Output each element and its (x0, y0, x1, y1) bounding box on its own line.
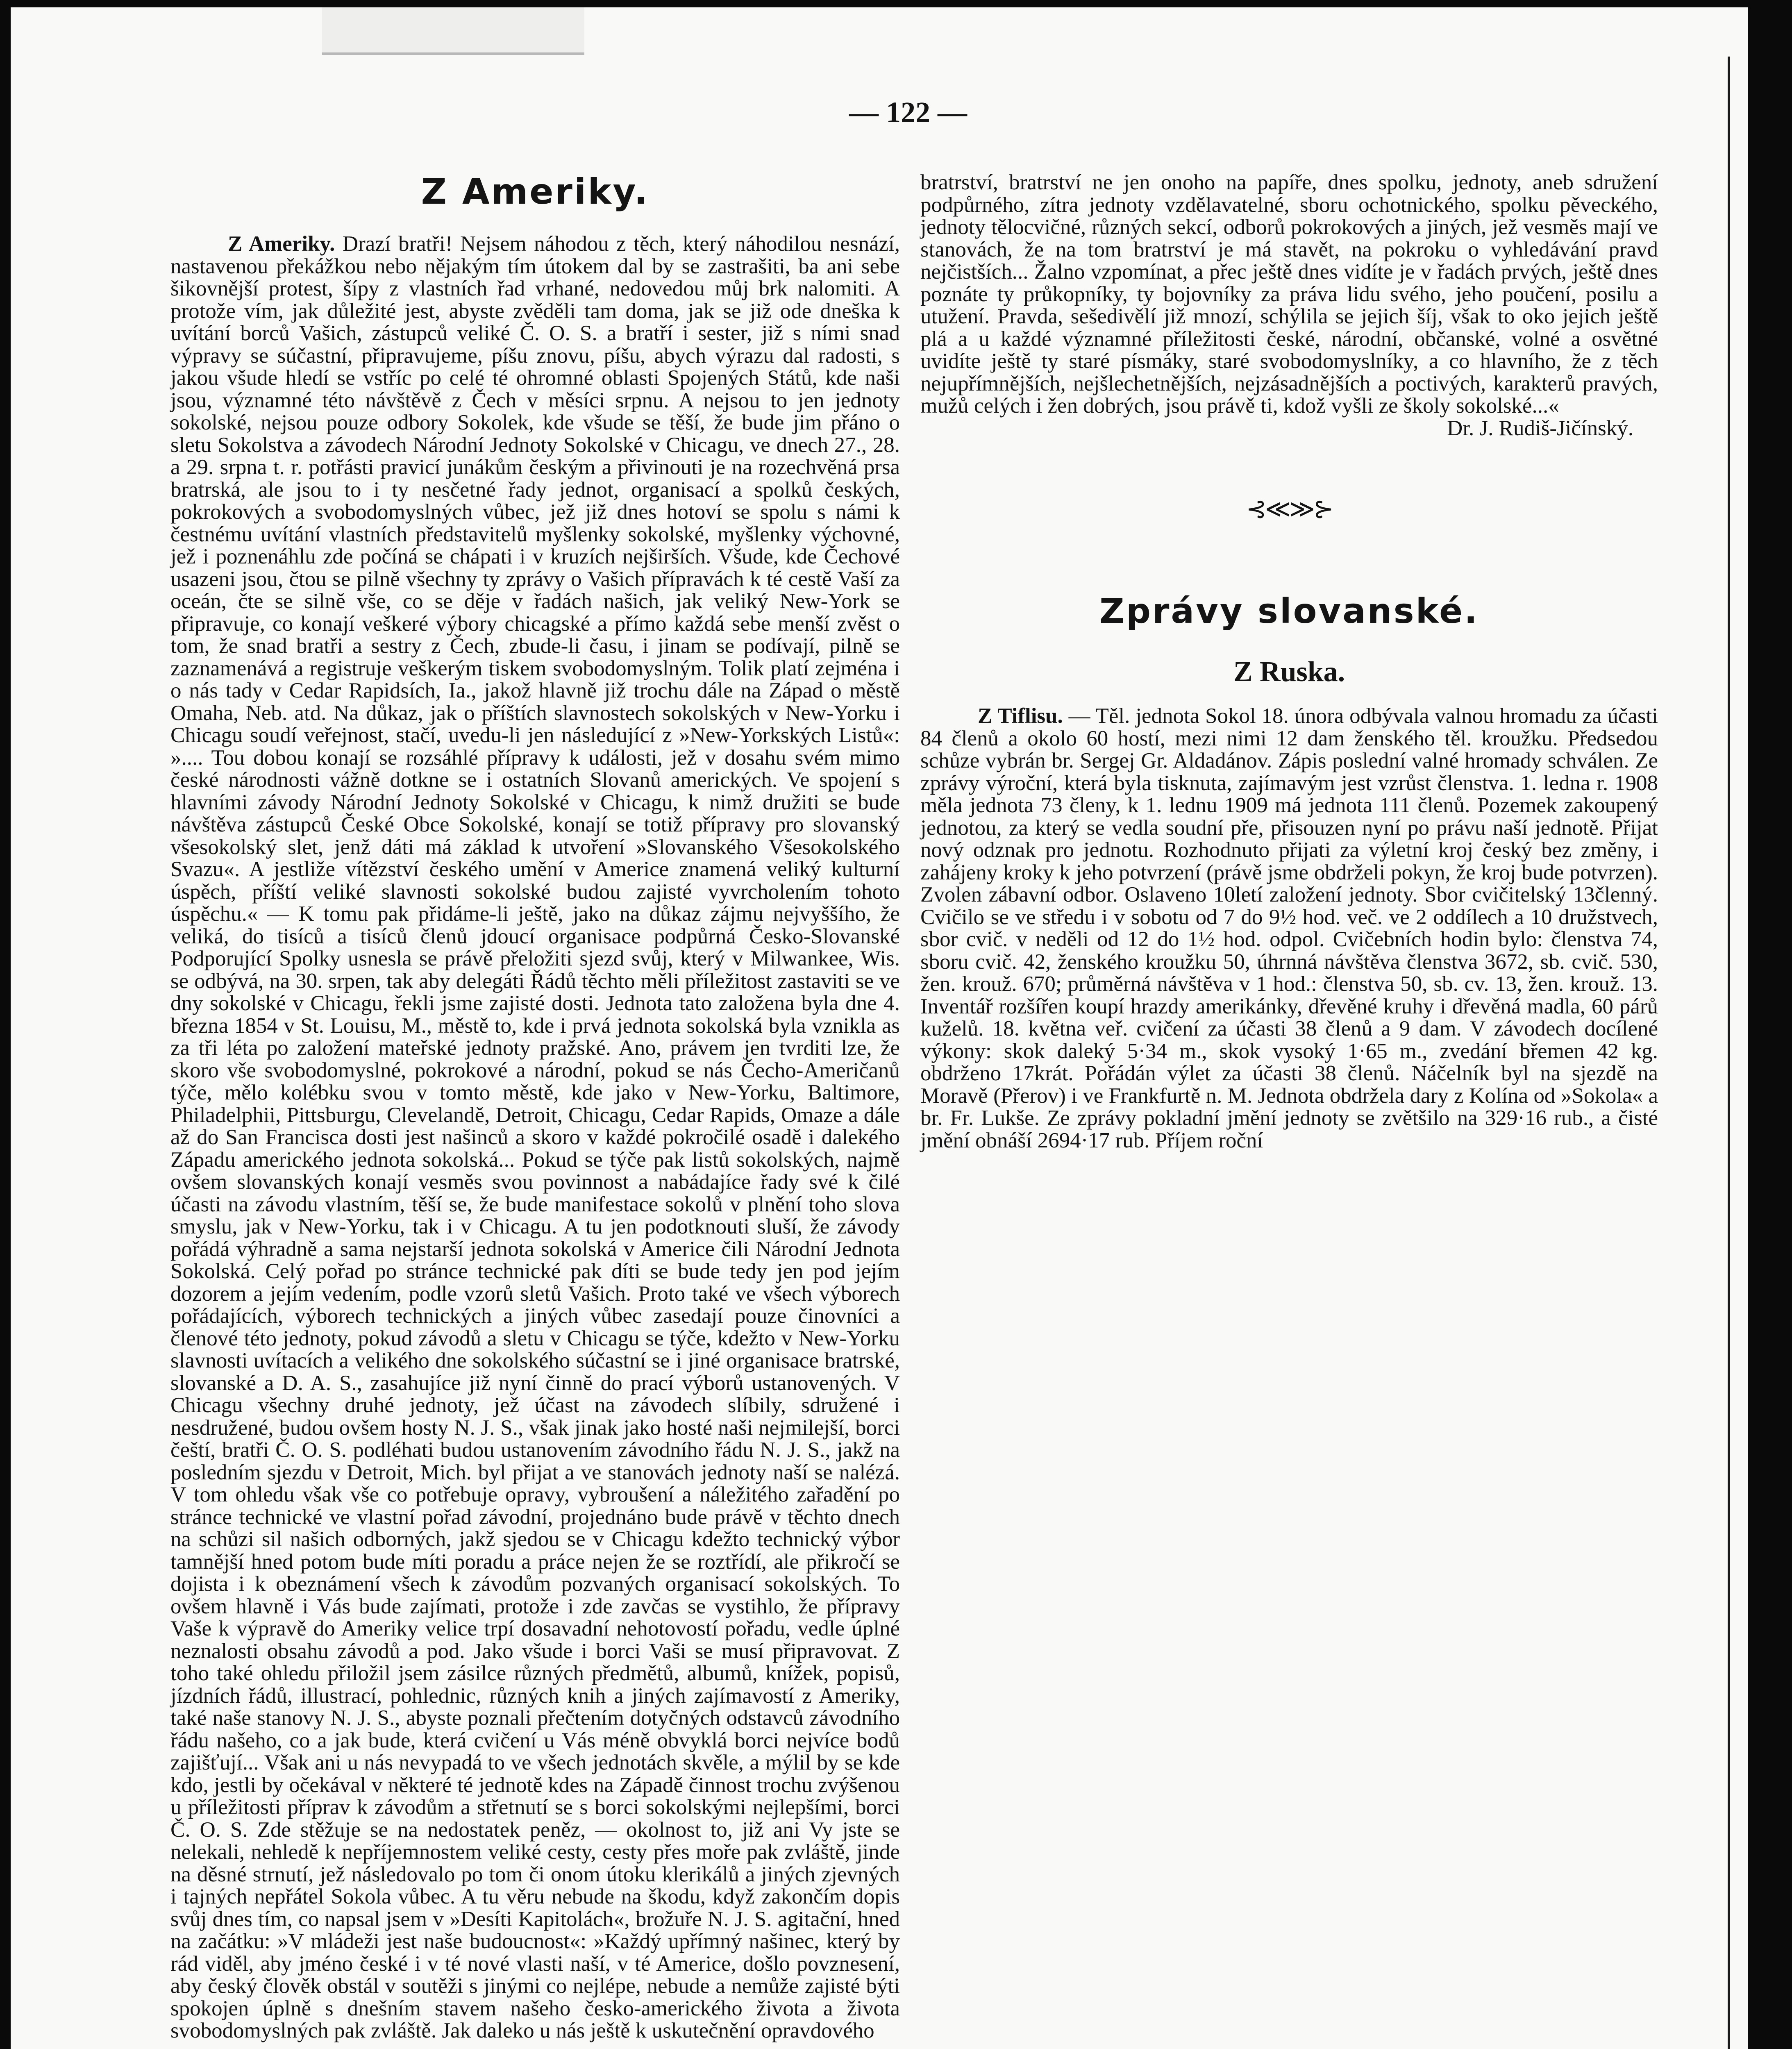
section-lead: Z Tiflisu. (978, 704, 1063, 728)
section-title: Zprávy slovanské. (1099, 591, 1479, 631)
section-ornament: ⊰≪≫⊱ (1246, 495, 1333, 523)
article-title: Z Ameriky. (421, 171, 650, 212)
page-number: — 122 — (849, 96, 967, 129)
article-signature: Dr. J. Rudiš-Jičínský. (1447, 416, 1633, 440)
paper-sheet (11, 7, 1748, 2049)
left-column (170, 171, 900, 2042)
article-body (170, 233, 900, 2042)
right-column (920, 171, 1658, 1152)
section-text: — Těl. jednota Sokol 18. února odbývala valnou hromadu za účasti 84 členů a okolo 60 hostí, mezi nimi 12 dam ženského těl. kroužku. Předsedou schůze vybrán br. Sergej Gr. Aldadánov. Zápis poslední valné hromady schválen. Ze zprávy výroční, která byla tisknuta, zajímavým jest vzrůst členstva. 1. ledna r. 1908 měla jednota 73 členy, k 1. lednu 1909 má jednota 111 členů. Pozemek zakoupený jednotou, za který se vedla soudní pře, přisouzen nyní po právu naší jednotě. Přijat nový odznak pro jednotu. Rozhodnuto přijati za výletní kroj český bez změny, i zahájeny kroky k jeho potvrzení (právě jsme obdrželi pokyn, že kroj bude potvrzen). Zvolen zábavní odbor. Oslaveno 10letí založení jednoty. Sbor cvičitelský 13členný. Cvičilo se ve středu i v sobotu od 7 do 9½ hod. več. ve 2 oddílech a 10 družstvech, sbor cvič. v neděli od 12 do 1½ hod. odpol. Cvičebních hodin bylo: členstva 74, sboru cvič. 42, ženského kroužku 50, úhrnná návštěva členstva 3672, sb. cvič. 530, žen. krouž. 670; průměrná návštěva v 1 hod.: členstva 50, sb. cv. 13, žen. krouž. 13. Inventář rozšířen koupí hrazdy amerikánky, dřevěné kruhy i dřevěná madla, 60 párů kuželů. 18. května veř. cvičení za účasti 38 členů a 9 dam. V závodech docílené výkony: skok daleký 5·34 m., skok vysoký 1·65 m., zvedání břemen 42 kg. obdrženo 17krát. Pořádán výlet za účasti 38 členů. Náčelník byl na sjezdě na Moravě (Přerov) i ve Frankfurtě n. M. Jednota obdržela dary z Kolína od »Sokola« a br. Fr. Lukše. Ze zprávy pokladní jmění jednoty se zvětšilo na 329·16 rub., a čisté jmění obnáší 2694·17 rub. Příjem roční (920, 704, 1658, 1152)
section-subtitle: Z Ruska. (1233, 656, 1345, 688)
article-body-continued: bratrství, bratrství ne jen onoho na papíře, dnes spolku, jednoty, aneb sdružení podpůrného, zítra jednoty vzdělavatelné, sboru ochotnického, spolku pěveckého, jednoty tělocvičné, různých sekcí, odborů pokrokových a jiných, jež vesměs mají ve stanovách, že na tom bratrství je má stavět, na pokroku o vyhledávání pravd nejčistších... Žalno vzpomínat, a přec ještě dnes vidíte je v řadách prvých, ještě dnes poznáte ty průkopníky, ty bojovníky za práva lidu svého, jeho poučení, posilu a utužení. Pravda, sešedivělí již mnozí, schýlila se jejich šíj, však to oko jejich ještě plá a u každé významné příležitosti české, národní, občanské, volné a osvětné uvidíte ještě ty staré písmáky, staré svobodomyslníky, a co hlavního, že z těch nejupřímnějších, nejšlechetnějších, nejzásadnějších a poctivých, karakterů pravých, mužů celých i žen dobrých, jsou právě ti, kdož vyšli ze školy sokolské...« (920, 170, 1658, 418)
tape-mark (322, 7, 584, 55)
scan-border-right (1748, 0, 1792, 2049)
section-body (920, 705, 1658, 1152)
article-text: Drazí bratři! Nejsem náhodou z těch, který náhodilou nesnází, nastavenou překážkou nebo nějakým tím útokem dal by se zastrašiti, ba ani sebe šikovnější protest, šípy z vlastních řad vrhané, nedovedou můj brk nalomiti. A protože vím, jak důležité jest, abyste zvěděli tam doma, jak se již ode dneška k uvítání borců Vašich, zástupců veliké Č. O. S. a bratří i sester, již s ními snad výpravy se súčastní, připravujeme, píšu znovu, píšu, abych výrazu dal radosti, s jakou všude hledí se vstříc po celé té ohromné oblasti Spojených Států, kde naši jsou, významné této návštěvě z Čech v měsíci srpnu. A nejsou to jen jednoty sokolské, nejsou pouze odbory Sokolek, kde všude se těší, že bude jim přáno o sletu Sokolstva a závodech Národní Jednoty Sokolské v Chicagu, ve dnech 27., 28. a 29. srpna t. r. potřásti pravicí junákům českým a přivinouti je na rozechvěná prsa bratrská, ale jsou to i ty nesčetné řady jednot, organisací a spolků českých, pokrokových a svobodomyslných vůbec, jež již dnes hotoví se spolu s námi k čestnému uvítání vlastních představitelů myšlenky sokolské, myšlenky výchovné, jež i poznenáhlu zde počíná se chápati i v kruzích nejširších. Všude, kde Čechové usazeni jsou, čtou se pilně všechny ty zprávy o Vašich přípravách k té cestě Vaší za oceán, čte se silně vše, co se děje v řadách našich, jak veliký New-York se připravuje, co konají veškeré výbory chicagské a přímo každá sebe menší zvěst o tom, že snad bratři a sestry z Čech, zbude-li času, i jinam se podívají, pilně se zaznamenává a registruje veškerým tiskem svobodomyslným. Tolik platí zejména i o nás tady v Cedar Rapidsích, Ia., jakož hlavně již trochu dále na Západ o městě Omaha, Neb. atd. Na důkaz, jak o příštích slavnostech sokolských v New-Yorku i Chicagu soudí veřejnost, stačí, uvedu-li jen následující z »New-Yorkských Listů«: ».... Tou dobou konají se rozsáhlé přípravy k události, jež v dosahu svém mimo české národnosti vážně dotkne se i ostatních Slovanů amerických. Ve spojení s hlavními závody Národní Jednoty Sokolské v Chicagu, k nimž družiti se bude návštěva zástupců České Obce Sokolské, konají se totiž přípravy pro slovanský všesokolský slet, jenž dáti má základ k utvoření »Slovanského Všesokolského Svazu«. A jestliže vítězství českého umění v Americe znamená veliký kulturní úspěch, příští veliké slavnosti sokolské budou zajisté vyvrcholením tohoto úspěchu.« — K tomu pak přidáme-li ještě, jako na důkaz zájmu nejvyššího, že veliká, do tisíců a tisíců členů jdoucí organisace podpůrná Česko-Slovanské Podporující Spolky usnesla se právě přeložiti sjezd svůj, který v Milwankee, Wis. se odbývá, na 30. srpen, tak aby delegáti Řádů těchto měli příležitost zastaviti se ve dny sokolské v Chicagu, řekli jsme zajisté dosti. Jednota tato založena byla dne 4. března 1854 v St. Louisu, M., městě to, kde i prvá jednota sokolská byla vznikla as za tři léta po založení mateřské jednoty pražské. Ano, právem jen tvrditi lze, že skoro vše svobodomyslné, pokrokové a národní, pokud se nás Čecho-Američanů týče, mělo kolébku svou v tomto městě, kde jako v New-Yorku, Baltimore, Philadelphii, Pittsburgu, Clevelandě, Detroit, Chicagu, Cedar Rapids, Omaze a dále až do San Francisca dosti jest našinců a skoro v každé pokročilé osadě i dalekého Západu amerického jednota sokolská... Pokud se týče pak listů sokolských, najmě ovšem slovanských konají vesměs svou povinnost a nabádajíce řady své k čilé účasti na závodu vlastním, těší se, že bude manifestace sokolů v plnění toho slova smyslu, jak v New-Yorku, tak i v Chicagu. A tu jen podotknouti sluší, že závody pořádá výhradně a sama nejstarší jednota sokolská v Americe čili Národní Jednota Sokolská. Celý pořad po stránce technické pak díti se bude tedy jen pod jejím dozorem a jejím vedením, podle vzorů sletů Vašich. Proto také ve všech výborech pořádajících, výborech technických a jiných vůbec zasedají pouze činovníci a členové této jednoty, pokud závodů a sletu v Chicagu se týče, kdežto v New-Yorku slavnosti uvítacích a velikého dne sokolského súčastní se i jiné organisace bratrské, slovanské a D. A. S., zasahujíce již nyní činně do prací výborů ustanovených. V Chicagu všechny druhé jednoty, jež účast na závodech slíbily, sdružené i nesdružené, budou ovšem hosty N. J. S., však jinak jako hosté naši nejmilejší, borci čeští, bratři Č. O. S. podléhati budou ustanovením závodního řádu N. J. S., jakž na posledním sjezdu v Detroit, Mich. byl přijat a ve stanovách jednoty naší se nalézá. V tom ohledu však vše co potřebuje opravy, vybroušení a náležitého zařadění po stránce technické ve vlastní pořad závodní, projednáno bude právě v těchto dnech na schůzi sil našich odborných, jakž sjedou se v Chicagu kdežto technický výbor tamnější hned potom bude míti poradu a práce nejen že se roztřídí, ale přikročí se dojista i k obeznámení všech k závodům pozvaných organisací sokolských. To ovšem hlavně i Vás bude zajímati, protože i zde zavčas se vystihlo, že přípravy Vaše k výpravě do Ameriky velice trpí dosavadní nehotovostí pořadu, vedle úplné neznalosti obsahu závodů a pod. Jako všude i borci Vaši se musí připravovat. Z toho také ohledu přiložil jsem zásilce různých předmětů, albumů, knížek, popisů, jízdních řádů, illustrací, pohlednic, různých knih a jiných zajímavostí z Ameriky, také naše stanovy N. J. S., abyste poznali přečtením dotyčných odstavců závodního řádu našeho, co a jak bude, která cvičení u Vás méně obvyklá borci nejvíce bodů zajišťují... Však ani u nás nevypadá to ve všech jednotách skvěle, a mýlil by se kde kdo, jestli by očekával v některé té jednotě kdes na Západě činnost trochu zvýšenou u příležitosti příprav k závodům a střetnutí se s borci sokolskými nejlepšími, borci Č. O. S. Zde stěžuje se na nedostatek peněz, — okolnost to, již ani Vy jste se nelekali, nehledě k nepříjemnostem veliké cesty, cesty přes moře pak zvláště, jinde na děsné strnutí, jež následovalo po tom či onom útoku klerikálů a jiných zjevných i tajných nepřátel Sokola vůbec. A tu věru nebude na škodu, když zakončím dopis svůj dnes tím, co napsal jsem v »Desíti Kapitolách«, brožuře N. J. S. agitační, hned na začátku: »V mládeži jest naše budoucnost«: »Každý upřímný našinec, který by rád viděl, aby jméno české i v té nové vlasti naší, v té Americe, došlo povznesení, aby český člověk obstál v soutěži s jinými co nejlépe, nebude a nemůže zajisté býti spokojen úplně s dnešním stavem našeho česko-amerického života a života svobodomyslných pak zvláště. Jak daleko u nás ještě k uskutečnění opravdového (170, 232, 900, 2042)
article-lead: Z Ameriky. (228, 232, 335, 256)
edge-shadow-line (1728, 57, 1730, 2049)
scan-border-top (0, 0, 1792, 7)
scan-border-left (0, 0, 11, 2049)
